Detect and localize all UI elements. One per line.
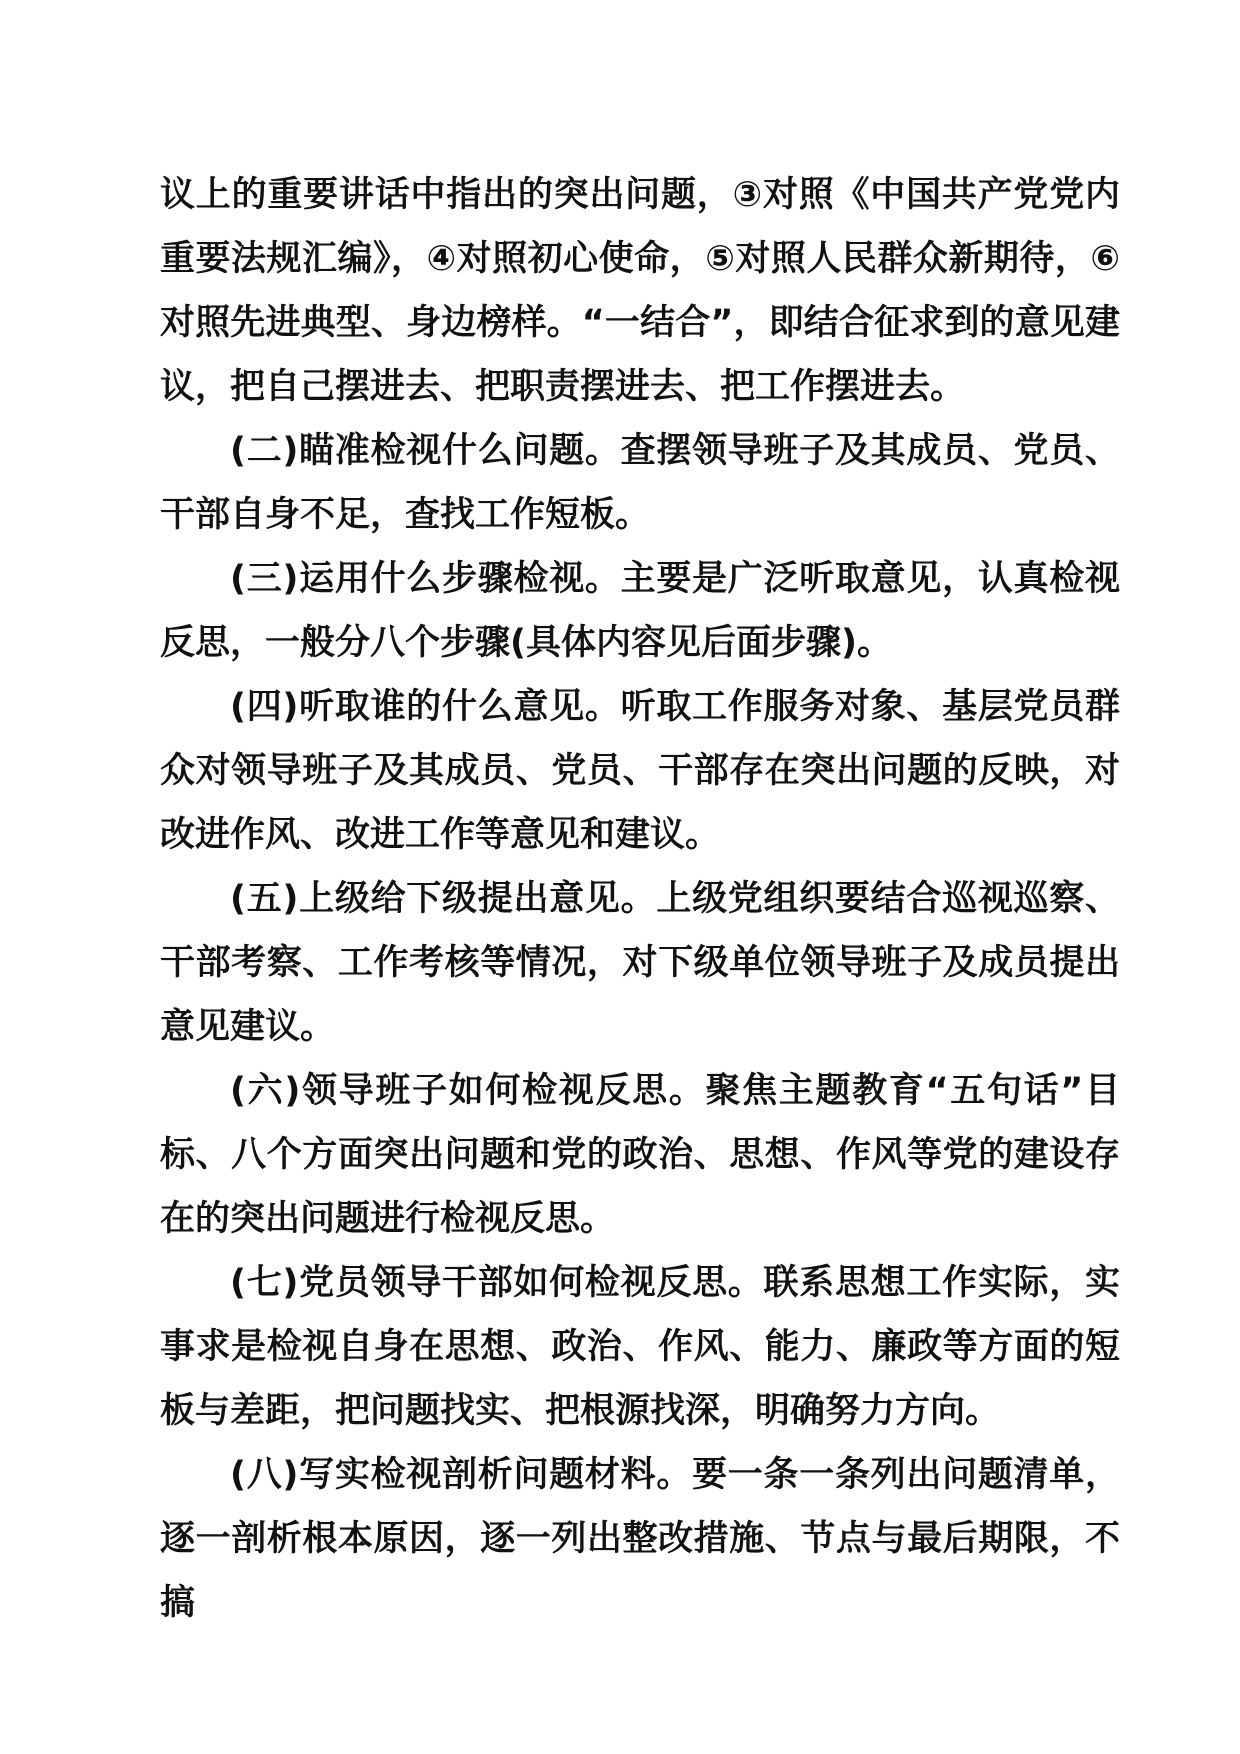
paragraph-section-6: (六)领导班子如何检视反思。聚焦主题教育“五句话”目标、八个方面突出问题和党的政治、思想、作风等党的建设存在的突出问题进行检视反思。 — [160, 1071, 1120, 1239]
paragraph-section-5: (五)上级给下级提出意见。上级党组织要结合巡视巡察、干部考察、工作考核等情况，对下级单位领导班子及成员提出意见建议。 — [160, 879, 1120, 1047]
paragraph-section-7: (七)党员领导干部如何检视反思。联系思想工作实际，实事求是检视自身在思想、政治、作风、能力、廉政等方面的短板与差距，把问题找实、把根源找深，明确努力方向。 — [160, 1263, 1120, 1431]
paragraph-continuation: 议上的重要讲话中指出的突出问题，③对照《中国共产党党内重要法规汇编》，④对照初心使命，⑤对照人民群众新期待，⑥对照先进典型、身边榜样。“一结合”，即结合征求到的意见建议，把自己摆进去、把职责摆进去、把工作摆进去。 — [160, 175, 1120, 407]
paragraph-section-8: (八)写实检视剖析问题材料。要一条一条列出问题清单，逐一剖析根本原因，逐一列出整改措施、节点与最后期限，不搞 — [160, 1455, 1120, 1623]
paragraph-section-2: (二)瞄准检视什么问题。查摆领导班子及其成员、党员、干部自身不足，查找工作短板。 — [160, 431, 1120, 535]
paragraph-section-3: (三)运用什么步骤检视。主要是广泛听取意见，认真检视反思，一般分八个步骤(具体内容见后面步骤)。 — [160, 559, 1120, 663]
paragraph-section-4: (四)听取谁的什么意见。听取工作服务对象、基层党员群众对领导班子及其成员、党员、干部存在突出问题的反映，对改进作风、改进工作等意见和建议。 — [160, 687, 1120, 855]
document-body — [160, 163, 1120, 1635]
